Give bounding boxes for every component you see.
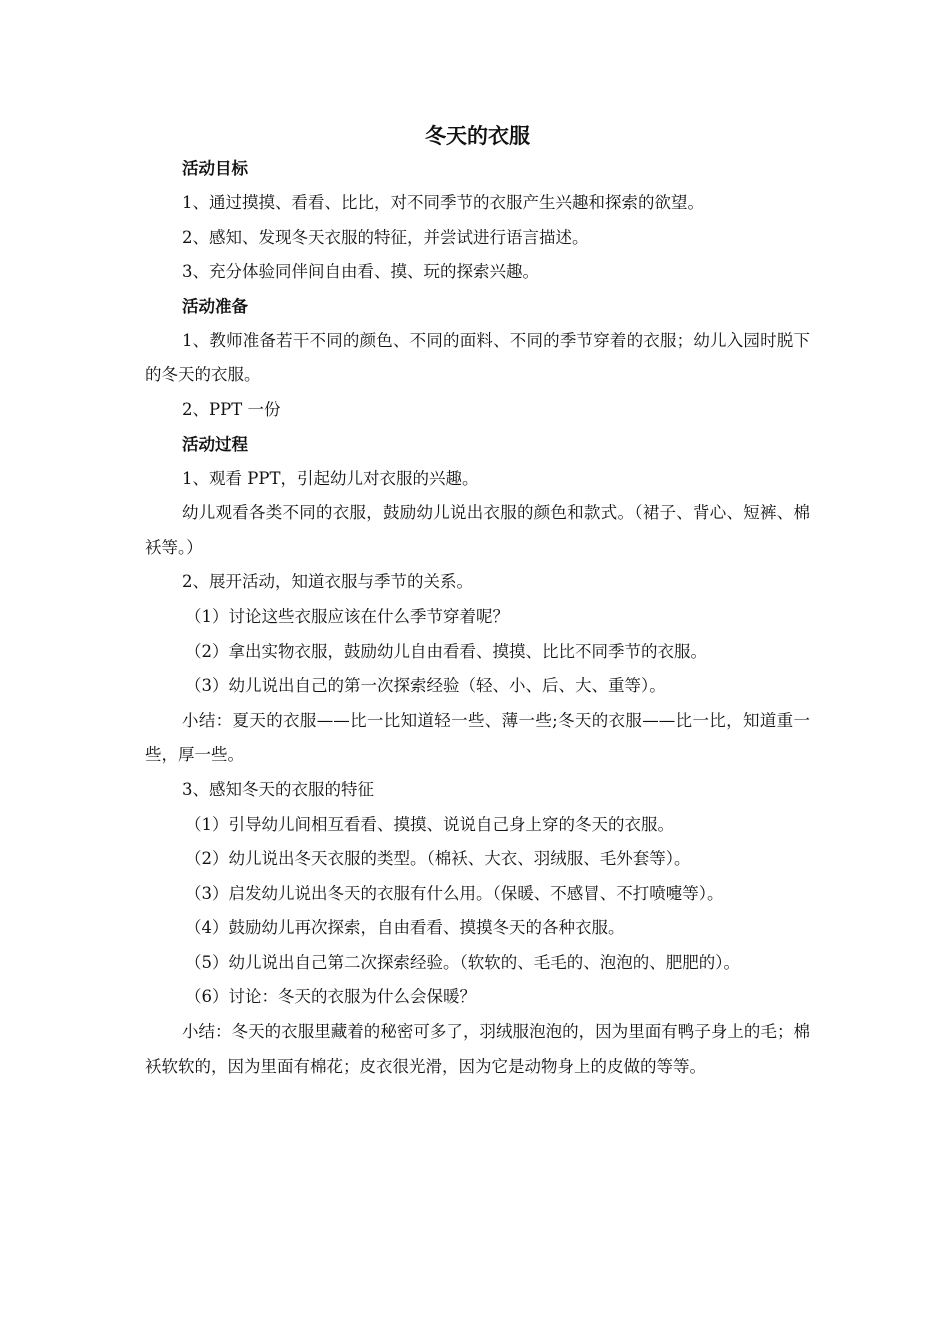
section-heading: 活动过程 xyxy=(182,434,248,454)
paragraph: （3）幼儿说出自己的第一次探索经验（轻、小、后、大、重等）。 xyxy=(185,676,666,696)
document-title: 冬天的衣服 xyxy=(425,124,530,148)
section-heading: 活动准备 xyxy=(182,296,248,316)
paragraph: 2、感知、发现冬天衣服的特征，并尝试进行语言描述。 xyxy=(182,227,589,247)
paragraph: 3、感知冬天的衣服的特征 xyxy=(182,779,374,799)
paragraph: 1、通过摸摸、看看、比比，对不同季节的衣服产生兴趣和探索的欲望。 xyxy=(182,193,704,212)
paragraph: （1）引导幼儿间相互看看、摸摸、说说自己身上穿的冬天的衣服。 xyxy=(185,814,674,834)
paragraph: 3、充分体验同伴间自由看、摸、玩的探索兴趣。 xyxy=(182,262,539,282)
section-preparation xyxy=(145,290,810,428)
paragraph: （5）幼儿说出自己第二次探索经验。（软软的、毛毛的、泡泡的、肥肥的）。 xyxy=(185,952,740,972)
paragraph: 1、教师准备若干不同的颜色、不同的面料、不同的季节穿着的衣服；幼儿入园时脱下的冬天的衣服。 xyxy=(145,330,810,385)
document-body xyxy=(145,118,810,1084)
paragraph: 小结：夏天的衣服——比一比知道轻一些、薄一些;冬天的衣服——比一比，知道重一些，厚一些。 xyxy=(145,710,810,765)
section-goals xyxy=(145,152,810,290)
paragraph: 2、展开活动，知道衣服与季节的关系。 xyxy=(182,572,473,592)
paragraph: 幼儿观看各类不同的衣服，鼓励幼儿说出衣服的颜色和款式。（裙子、背心、短裤、棉袄等。） xyxy=(145,503,810,557)
paragraph: （1）讨论这些衣服应该在什么季节穿着呢？ xyxy=(185,606,509,626)
paragraph: （2）幼儿说出冬天衣服的类型。（棉袄、大衣、羽绒服、毛外套等）。 xyxy=(185,849,691,869)
paragraph: （2）拿出实物衣服，鼓励幼儿自由看看、摸摸、比比不同季节的衣服。 xyxy=(185,641,707,661)
section-process xyxy=(145,428,810,1085)
paragraph: （4）鼓励幼儿再次探索，自由看看、摸摸冬天的各种衣服。 xyxy=(185,918,625,938)
paragraph: 1、观看 PPT，引起幼儿对衣服的兴趣。 xyxy=(182,468,479,488)
paragraph: （6）讨论：冬天的衣服为什么会保暖？ xyxy=(185,987,476,1007)
paragraph: 小结：冬天的衣服里藏着的秘密可多了，羽绒服泡泡的，因为里面有鸭子身上的毛；棉袄软软的，因为里面有棉花；皮衣很光滑，因为它是动物身上的皮做的等等。 xyxy=(145,1022,810,1076)
section-heading: 活动目标 xyxy=(182,159,248,178)
paragraph: 2、PPT 一份 xyxy=(182,399,281,419)
paragraph: （3）启发幼儿说出冬天的衣服有什么用。（保暖、不感冒、不打喷嚏等）。 xyxy=(185,883,724,903)
